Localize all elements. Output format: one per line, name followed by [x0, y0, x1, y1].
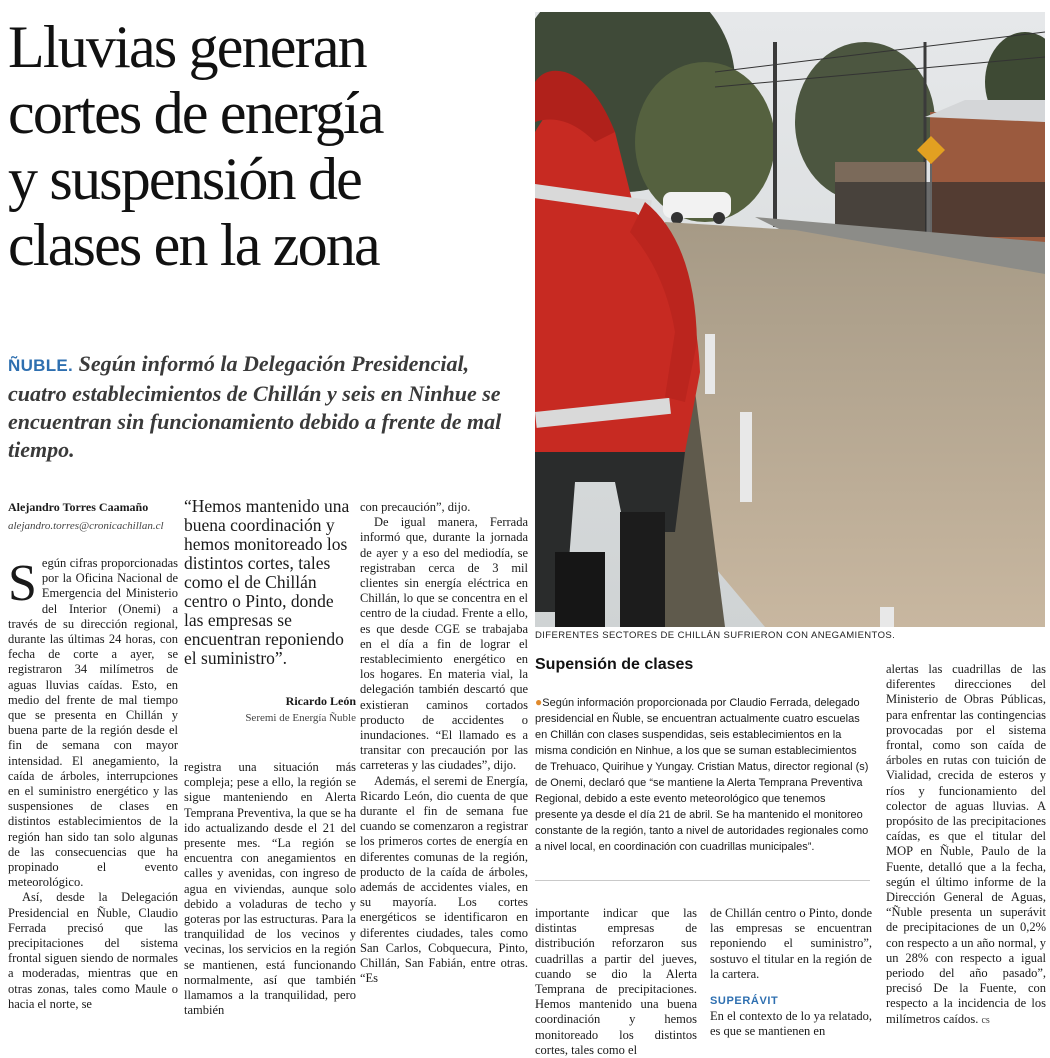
paragraph-5: Además, el seremi de Energía, Ricardo León, dio cuenta de que durante el fin de semana fue cuando se comenzaron a registrar los primeros cortes de energía en diferentes comunas de la región, producto de la caída de árboles, además de accidentes viales, en su mayoría. Los cortes energéticos se identificaron en diferentes ciudades, tales como San Carlos, Cobquecura, Pinto, Chillán, San Fabián, entre otras. “Es [360, 773, 528, 986]
box-title: Supensión de clases [535, 656, 694, 673]
paragraph-col5: de Chillán centro o Pinto, donde las empresas se encuentran reponiendo el suministro”, sostuvo el titular en la región de la cartera. [710, 906, 872, 981]
paragraph-1: Según cifras proporcionadas por la Oficina Nacional de Emergencia del Ministerio del Interior (Onemi) a través de su dirección regional, durante las últimas 24 horas, con fecha de corte a ayer, se registraron 34 milímetros de aguas lluvias caídas. Esto, en medio del frente de mal tiempo que se presenta en Chillán y buena parte de la región desde el fin de semana con mayor intensidad. El anegamiento, la caída de árboles, interrupciones en el suministro energético y las suspensiones de clases en distintos establecimientos de la región han sido tan solo algunas de las consecuencias que ha propinado el evento meteorológico. [8, 555, 178, 890]
box-text: ●Según información proporcionada por Claudio Ferrada, delegado presidencial en Ñuble, se encuentran actualmente cuatro escuelas en Chillán con clases suspendidas, seis establecimientos en la misma condición en Ninhue, a los que se suman establecimientos de Trehuaco, Quirihue y Yungay. Cristian Matus, director regional (s) de Onemi, declaró que “se mantiene la Alerta Temprana Preventiva Regional, debido a este evento meteorológico que tenemos presente ya desde el día 21 de abril. Se ha mantenido el monitoreo constante de la región, tanto a nivel de autoridades regionales como a nivel local, en coordinación con cuadrillas municipales”. [535, 695, 869, 853]
article-column-5 [710, 906, 872, 1040]
quote-author-role: Seremi de Energía Ñuble [245, 712, 356, 724]
photo-caption: DIFERENTES SECTORES DE CHILLÁN SUFRIERON CON ANEGAMIENTOS. [535, 630, 896, 641]
superavit-subhead: SUPERÁVIT [710, 995, 779, 1008]
end-mark: cs [981, 1014, 990, 1026]
headline-line-3: y suspensión de [8, 146, 361, 212]
article-column-3 [360, 500, 528, 987]
headline [8, 14, 523, 278]
paragraph-2: Así, desde la Delegación Presidencial en Ñuble, Claudio Ferrada precisó que las precipitaciones del sistema frontal siguen siendo de normales a moderadas, mientras que en otras zonas, tales como Maule o hacia el norte, se [8, 890, 178, 1011]
author-name: Alejandro Torres Caamaño [8, 500, 149, 514]
byline [8, 500, 178, 532]
author-email[interactable]: alejandro.torres@cronicachillan.cl [8, 520, 164, 532]
lede [8, 350, 528, 464]
article-column-1 [8, 556, 178, 1012]
headline-line-2: cortes de energía [8, 80, 383, 146]
box-divider [535, 880, 870, 881]
paragraph-4: De igual manera, Ferrada informó que, durante la jornada de ayer y a eso del mediodía, se registraban cerca de 3 mil clientes sin energía eléctrica en Chillán, lo que se concentra en el centro de la ciudad. Frente a ello, es que desde CGE se trabajaba en el día a fin de lograr el restablecimiento energético en los hogares. En materia vial, la delegación también descartó que existieran caminos cortados producto de accidentes o inundaciones. “El llamado es a transitar con precaución por las carreteras y las ciudades”, dijo. [360, 515, 528, 773]
article-column-4: importante indicar que las distintas empresas de distribución reforzaron sus cuadrillas a partir del jueves, cuando se dio la Alerta Temprana de precipitaciones. Hemos mantenido una buena coordinación y hemos monitoreado los distintos cortes, tales como el [535, 906, 697, 1057]
headline-line-1: Lluvias generan [8, 14, 366, 80]
flooded-street-photo [535, 12, 1045, 627]
paragraph-col5b: En el contexto de lo ya relatado, es que se mantienen en [710, 1009, 872, 1039]
article-column-6 [886, 662, 1046, 1028]
lede-text: Según informó la Delegación Presidencial, cuatro establecimientos de Chillán y seis en Ninhue se encuentran sin funcionamiento debido a frente de mal tiempo. [8, 351, 502, 462]
headline-line-4: clases en la zona [8, 212, 379, 278]
lede-kicker: ÑUBLE. [8, 356, 74, 375]
quote-attribution [184, 694, 356, 724]
article-column-2: registra una situación más compleja; pese a ello, la región se sigue manteniendo en Alerta Temprana Preventiva, la que se ha ido actualizando desde el 21 del presente mes. “La región se encuentra con anegamientos en calles y avenidas, con ingreso de agua en viviendas, aunque solo debido a voladuras de techo y goteras por las estructuras. Para la tranquilidad de los vecinos y vecinas, los servicios en la región se mantienen, está funcionando normalmente, así que también llamamos a la tranquilidad, pero también [184, 760, 356, 1018]
paragraph-col6: alertas las cuadrillas de las diferentes direcciones del Ministerio de Obras Públicas, para enfrentar las contingencias provocadas por el sistema frontal, como son caída de árboles en rutas con tuición de Vialidad, crecida de esteros y ríos y funcionamiento del colector de aguas lluvias. A propósito de las precipitaciones caídas, es que el titular del MOP en Ñuble, Paulo de la Fuente, detalló que a la fecha, según el último informe de la Dirección General de Aguas, “Ñuble presenta un superávit de precipitaciones de un 0,2% con respecto a un año normal, y un 28% con respecto a igual periodo del año pasado”, precisó De la Fuente, con respecto a la incidencia de los milímetros caídos. [886, 662, 1046, 1026]
quote-author-name: Ricardo León [285, 694, 356, 708]
drop-cap: S [8, 555, 37, 612]
paragraph-3: con precaución”, dijo. [360, 500, 471, 514]
bullet-icon: ● [535, 695, 543, 709]
pull-quote: “Hemos mantenido una buena coordinación y hemos monitoreado los distintos cortes, tales como el de Chillán centro o Pinto, donde las empresas se encuentran reponiendo el suministro”. [184, 496, 350, 668]
